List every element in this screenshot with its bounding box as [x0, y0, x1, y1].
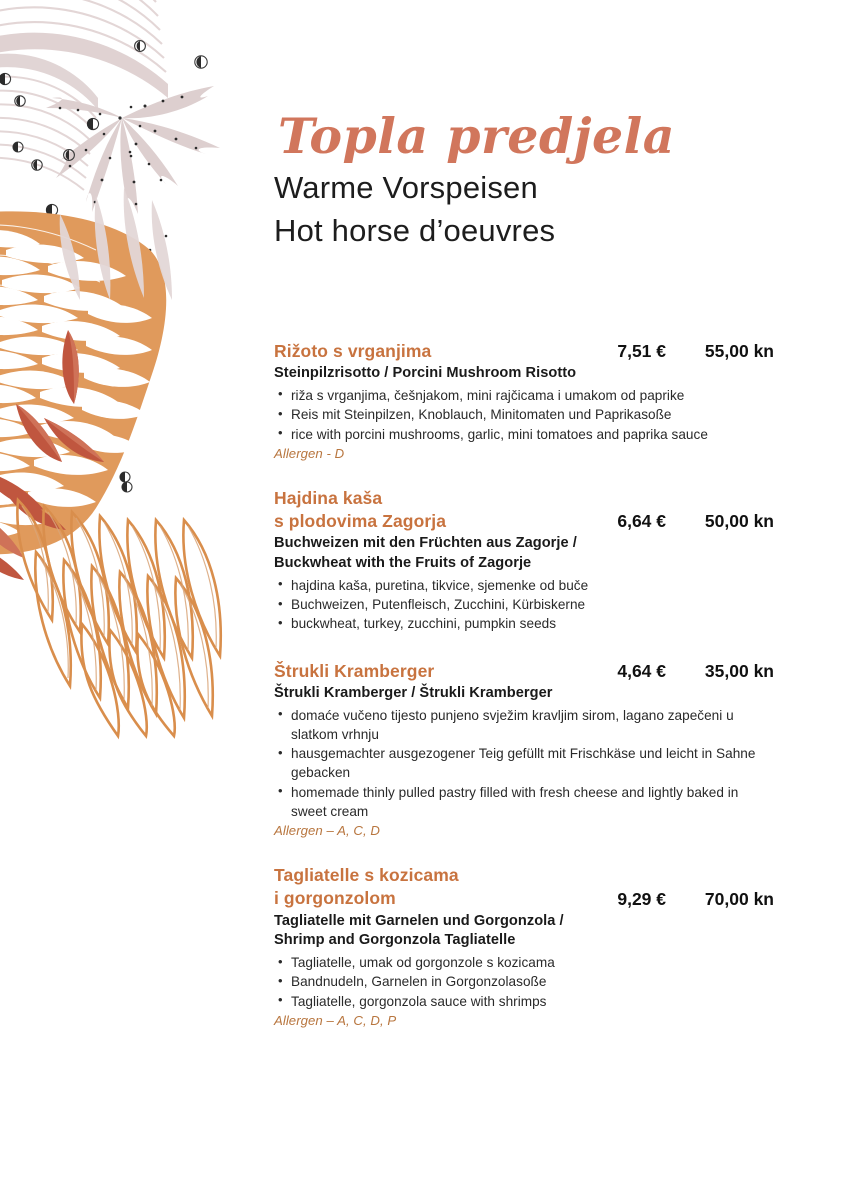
price-kn: 55,00 kn [704, 341, 774, 362]
dish-description-item: • hajdina kaša, puretina, tikvice, sjemenke od buče [274, 576, 774, 595]
allergen-note: Allergen – A, C, D, P [274, 1013, 397, 1029]
leaf-speckle-dots [59, 96, 198, 292]
price-kn: 70,00 kn [704, 888, 774, 909]
dish-subtitle-line: Tagliatelle mit Garnelen und Gorgonzola / [274, 912, 564, 929]
dish-name-line: Štrukli Kramberger [274, 660, 435, 681]
dish-description-item: • rice with porcini mushrooms, garlic, mini tomatoes and paprika sauce [274, 425, 774, 444]
dish-name-line: i gorgonzolom [274, 888, 396, 909]
dish-description-item: • domaće vučeno tijesto punjeno svježim kravljim sirom, lagano zapečeni u slatkom vrhnju [274, 706, 774, 745]
dish-description-item: • Buchweizen, Putenfleisch, Zucchini, Kürbiskerne [274, 595, 774, 614]
section-title-script: Topla predjela [278, 107, 675, 165]
orange-leaf-mass [0, 211, 166, 554]
dish-description-item: • Reis mit Steinpilzen, Knoblauch, Minitomaten und Paprikasoße [274, 405, 774, 424]
price-eur: 6,64 € [617, 511, 666, 532]
dish-subtitle [274, 534, 774, 574]
menu-item-header [274, 487, 774, 533]
menu-item [274, 864, 774, 1028]
dish-name-line: s plodovima Zagorja [274, 510, 447, 531]
dish-description-list [274, 953, 774, 1011]
dish-name-line: Rižoto s vrganjima [274, 341, 432, 361]
dish-subtitle-line: Buckwheat with the Fruits of Zagorje [274, 554, 532, 571]
orange-outline-striations [22, 506, 216, 710]
price-kn: 50,00 kn [704, 511, 774, 532]
dish-description-list [274, 706, 774, 822]
price-group [580, 661, 774, 682]
mauve-fan-arcs-secondary [0, 77, 96, 190]
menu-item-header [274, 864, 774, 910]
dish-description-item: • riža s vrganjima, češnjakom, mini rajčicama i umakom od paprike [274, 386, 774, 405]
dish-subtitle-line: Steinpilzrisotto / Porcini Mushroom Risotto [274, 365, 577, 382]
dish-description-list [274, 576, 774, 634]
terracotta-accent-leaves [0, 330, 104, 580]
ring-ornaments [0, 41, 207, 503]
dish-subtitle-line: Shrimp and Gorgonzola Tagliatelle [274, 932, 516, 949]
dish-description-item: • hausgemachter ausgezogener Teig gefüllt mit Frischkäse und leicht in Sahne gebacken [274, 744, 774, 783]
dish-description-item: • Tagliatelle, umak od gorgonzole s kozicama [274, 953, 774, 972]
menu-item [274, 487, 774, 634]
mauve-fan-arcs [0, 0, 166, 72]
dish-description-item: • Tagliatelle, gorgonzola sauce with shrimps [274, 992, 774, 1011]
menu-item-header [274, 340, 774, 363]
dish-name [274, 340, 574, 363]
dish-description-item: • Bandnudeln, Garnelen in Gorgonzolasoße [274, 972, 774, 991]
menu-item-header [274, 660, 774, 683]
menu-item-list [274, 340, 774, 1028]
menu-item [274, 660, 774, 839]
section-title-de: Warme Vorspeisen [274, 170, 538, 205]
dish-name-line: Tagliatelle s kozicama [274, 865, 459, 886]
mauve-blade-leaves [60, 188, 172, 300]
dish-name [274, 487, 574, 533]
mauve-leaves [46, 86, 220, 214]
price-kn: 35,00 kn [704, 660, 774, 681]
orange-striations [0, 225, 106, 502]
dish-name-line: Hajdina kaša [274, 487, 383, 508]
dish-description-item: • homemade thinly pulled pastry filled with fresh cheese and lightly baked in sweet cream [274, 783, 774, 822]
dish-name [274, 660, 574, 683]
price-group [580, 341, 774, 362]
mauve-fan-band-secondary [0, 54, 98, 110]
dish-subtitle-line: Štrukli Kramberger / Štrukli Kramberger [274, 684, 553, 701]
price-group [580, 511, 774, 532]
price-group [580, 889, 774, 910]
mauve-fan-band [0, 0, 168, 98]
section-header [274, 107, 794, 253]
orange-outline-leaves [17, 500, 220, 736]
botanical-leaf-illustration [0, 0, 260, 780]
dish-subtitle [274, 364, 774, 384]
price-eur: 4,64 € [617, 660, 666, 681]
dish-description-list [274, 386, 774, 444]
dish-description-item: • buckwheat, turkey, zucchini, pumpkin seeds [274, 614, 774, 633]
dish-name [274, 864, 574, 910]
section-title-en: Hot horse d’oeuvres [274, 212, 556, 248]
dish-subtitle [274, 684, 774, 704]
dish-subtitle [274, 912, 774, 952]
price-eur: 7,51 € [617, 341, 666, 362]
dish-subtitle-line: Buchweizen mit den Früchten aus Zagorje / [274, 535, 577, 552]
allergen-note: Allergen - D [274, 445, 345, 461]
allergen-note: Allergen – A, C, D [274, 823, 380, 839]
price-eur: 9,29 € [617, 888, 666, 909]
menu-item [274, 340, 774, 461]
